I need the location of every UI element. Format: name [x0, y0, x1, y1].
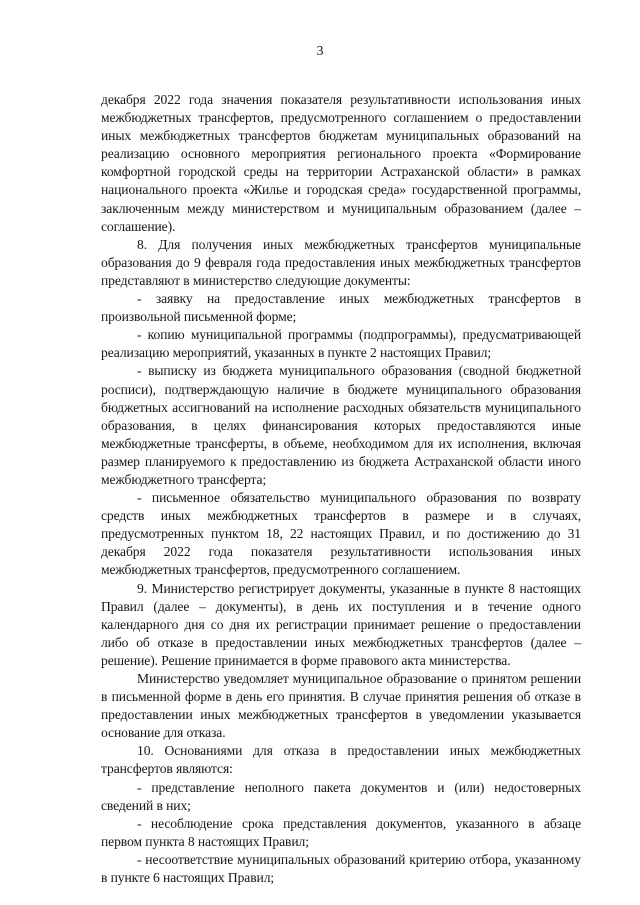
paragraph: - представление неполного пакета документов и (или) недостоверных сведений в них;	[101, 779, 581, 813]
paragraph: 8. Для получения иных межбюджетных трансфертов муниципальные образования до 9 февраля года предоставления иных межбюджетных трансфертов представляют в министерство следующие документы:	[101, 236, 581, 288]
paragraph: декабря 2022 года значения показателя результативности использования иных межбюджетных трансфертов, предусмотренного соглашением о предоставлении иных межбюджетных трансфертов бюджетам муниципальных образований на реализацию основного мероприятия регионального проекта «Формирование комфортной городской среды на территории Астраханской области» в рамках национального проекта «Жилье и городская среда» государственной программы, заключенным между министерством и муниципальным образованием (далее – соглашение).	[101, 92, 581, 234]
document-body	[101, 91, 581, 887]
paragraph: 9. Министерство регистрирует документы, указанные в пункте 8 настоящих Правил (далее – документы), в день их поступления и в течение одного календарного дня со дня их регистрации принимает решение о предоставлении либо об отказе в предоставлении иных межбюджетных трансфертов (далее – решение). Решение принимается в форме правового акта министерства.	[101, 580, 581, 668]
paragraph: - несоблюдение срока представления документов, указанного в абзаце первом пункта 8 настоящих Правил;	[101, 815, 581, 849]
paragraph: - выписку из бюджета муниципального образования (сводной бюджетной росписи), подтверждающую наличие в бюджете муниципального образования бюджетных ассигнований на исполнение расходных обязательств муниципального образования, в целях финансирования которых предоставляются иные межбюджетные трансферты, в объеме, необходимом для их исполнения, включая размер планируемого к предоставлению из бюджета Астраханской области иного межбюджетного трансферта;	[101, 363, 581, 487]
paragraph: - несоответствие муниципальных образований критерию отбора, указанному в пункте 6 настоящих Правил;	[101, 851, 581, 886]
paragraph: - письменное обязательство муниципального образования по возврату средств иных межбюджетных трансфертов в размере и в случаях, предусмотренных пунктом 18, 22 настоящих Правил, и по достижению до 31 декабря 2022 года показателя результативности использования иных межбюджетных трансфертов, предусмотренного соглашением.	[101, 490, 581, 578]
paragraph: - заявку на предоставление иных межбюджетных трансфертов в произвольной письменной форме;	[101, 291, 581, 325]
paragraph: - копию муниципальной программы (подпрограммы), предусматривающей реализацию мероприятий, указанных в пункте 2 настоящих Правил;	[101, 327, 581, 361]
paragraph: Министерство уведомляет муниципальное образование о принятом решении в письменной форме в день его принятия. В случае принятия решения об отказе в предоставлении иных межбюджетных трансфертов в уведомлении указывается основание для отказа.	[101, 671, 581, 741]
page-number: 3	[316, 44, 324, 59]
paragraph: 10. Основаниями для отказа в предоставлении иных межбюджетных трансфертов являются:	[101, 743, 581, 777]
